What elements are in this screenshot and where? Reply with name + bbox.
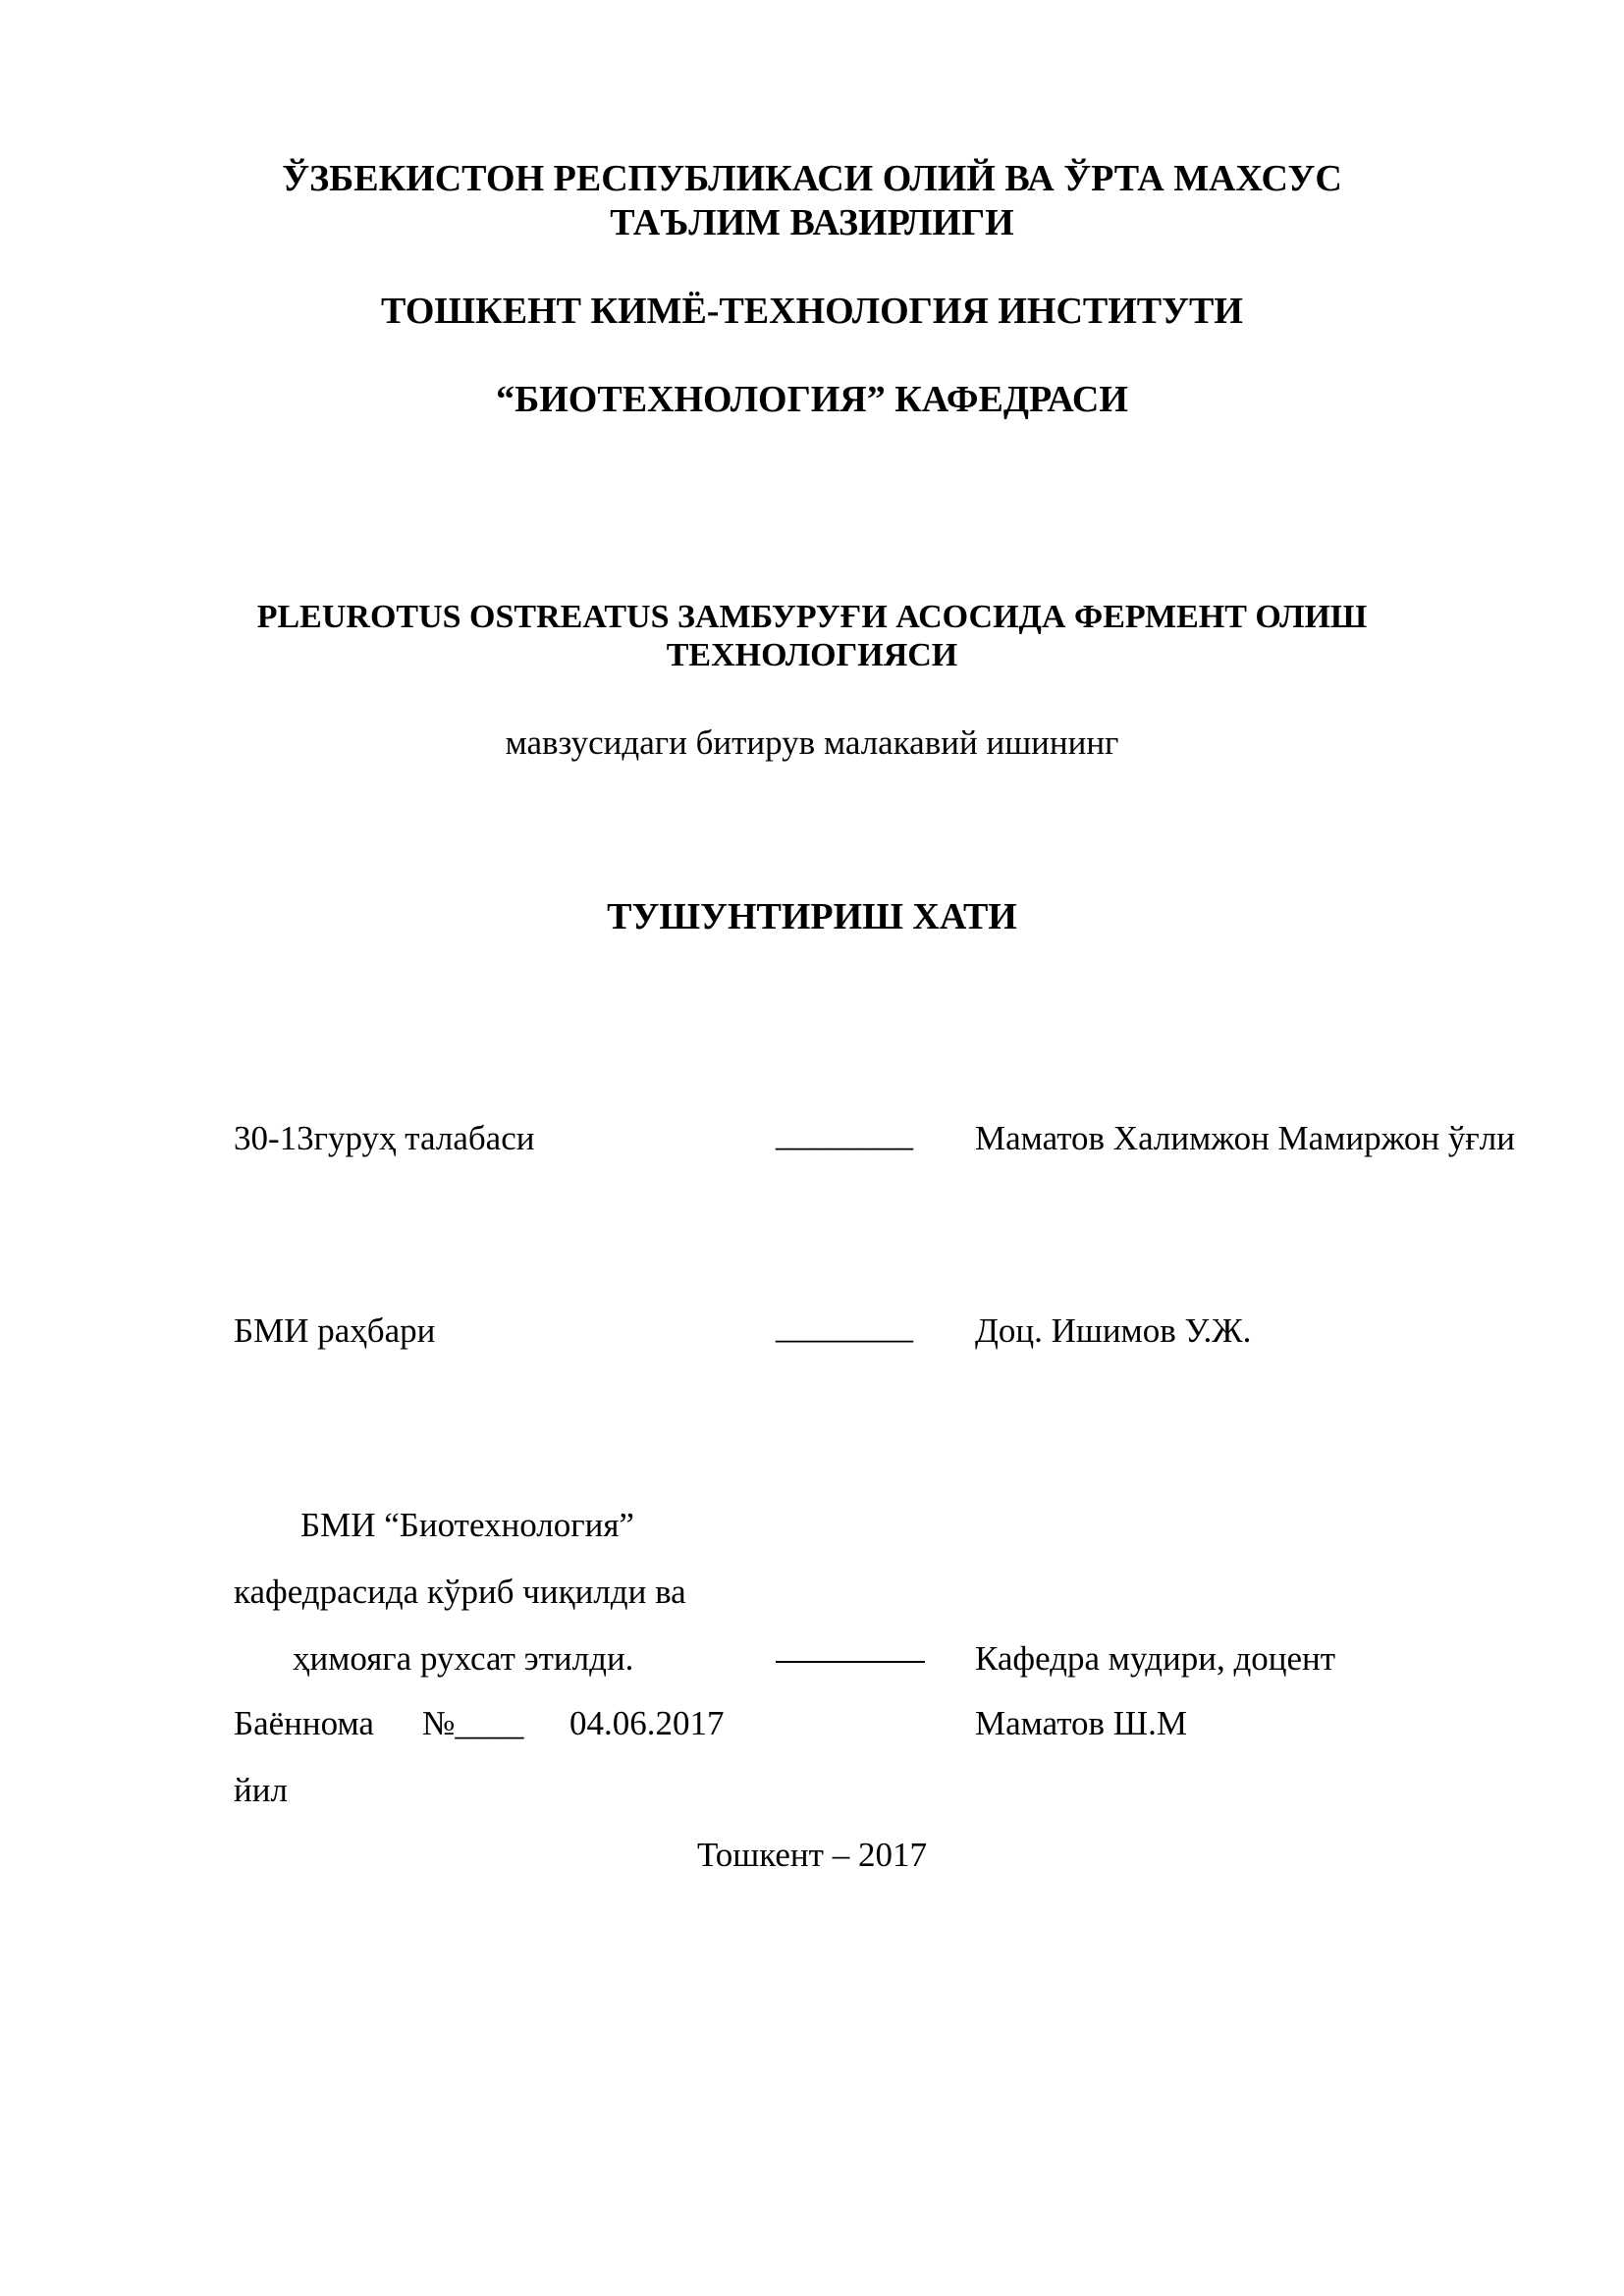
document-title: ТУШУНТИРИШ ХАТИ bbox=[607, 896, 1017, 937]
ministry-line-2: ТАЪЛИМ ВАЗИРЛИГИ bbox=[610, 202, 1014, 243]
city-year: Тошкент – 2017 bbox=[697, 1836, 927, 1874]
supervisor-name: Доц. Ишимов У.Ж. bbox=[975, 1311, 1252, 1350]
head-signature-line bbox=[776, 1661, 925, 1663]
year-word: йил bbox=[234, 1771, 288, 1809]
topic-line-1: PLEUROTUS OSTREATUS ЗАМБУРУҒИ АСОСИДА ФЕРМЕНТ ОЛИШ bbox=[256, 599, 1368, 635]
supervisor-signature-line: ________ bbox=[776, 1308, 913, 1346]
topic-subtitle: мавзусидаги битирув малакавий ишининг bbox=[505, 723, 1119, 762]
approval-line-2: кафедрасида кўриб чиқилди ва bbox=[234, 1573, 686, 1611]
ministry-line-1: ЎЗБЕКИСТОН РЕСПУБЛИКАСИ ОЛИЙ ВА ЎРТА МАХСУС bbox=[282, 158, 1342, 199]
head-name: Маматов Ш.М bbox=[975, 1704, 1187, 1742]
protocol-number: №____ bbox=[422, 1704, 524, 1742]
head-title: Кафедра мудири, доцент bbox=[975, 1639, 1336, 1678]
student-name: Маматов Халимжон Мамиржон ўғли bbox=[975, 1119, 1515, 1157]
approval-line-1: БМИ “Биотехнология” bbox=[300, 1506, 634, 1544]
protocol-date: 04.06.2017 bbox=[569, 1704, 725, 1742]
student-signature-line: ________ bbox=[776, 1115, 913, 1153]
department-name: “БИОТЕХНОЛОГИЯ” КАФЕДРАСИ bbox=[496, 379, 1128, 420]
institute-name: ТОШКЕНТ КИМЁ-ТЕХНОЛОГИЯ ИНСТИТУТИ bbox=[381, 291, 1243, 332]
approval-line-3: ҳимояга рухсат этилди. bbox=[293, 1639, 634, 1678]
protocol-label: Баённома bbox=[234, 1704, 374, 1742]
topic-line-2: ТЕХНОЛОГИЯСИ bbox=[666, 637, 958, 673]
supervisor-label: БМИ раҳбари bbox=[234, 1311, 436, 1350]
student-label: 30-13гуруҳ талабаси bbox=[234, 1119, 535, 1157]
